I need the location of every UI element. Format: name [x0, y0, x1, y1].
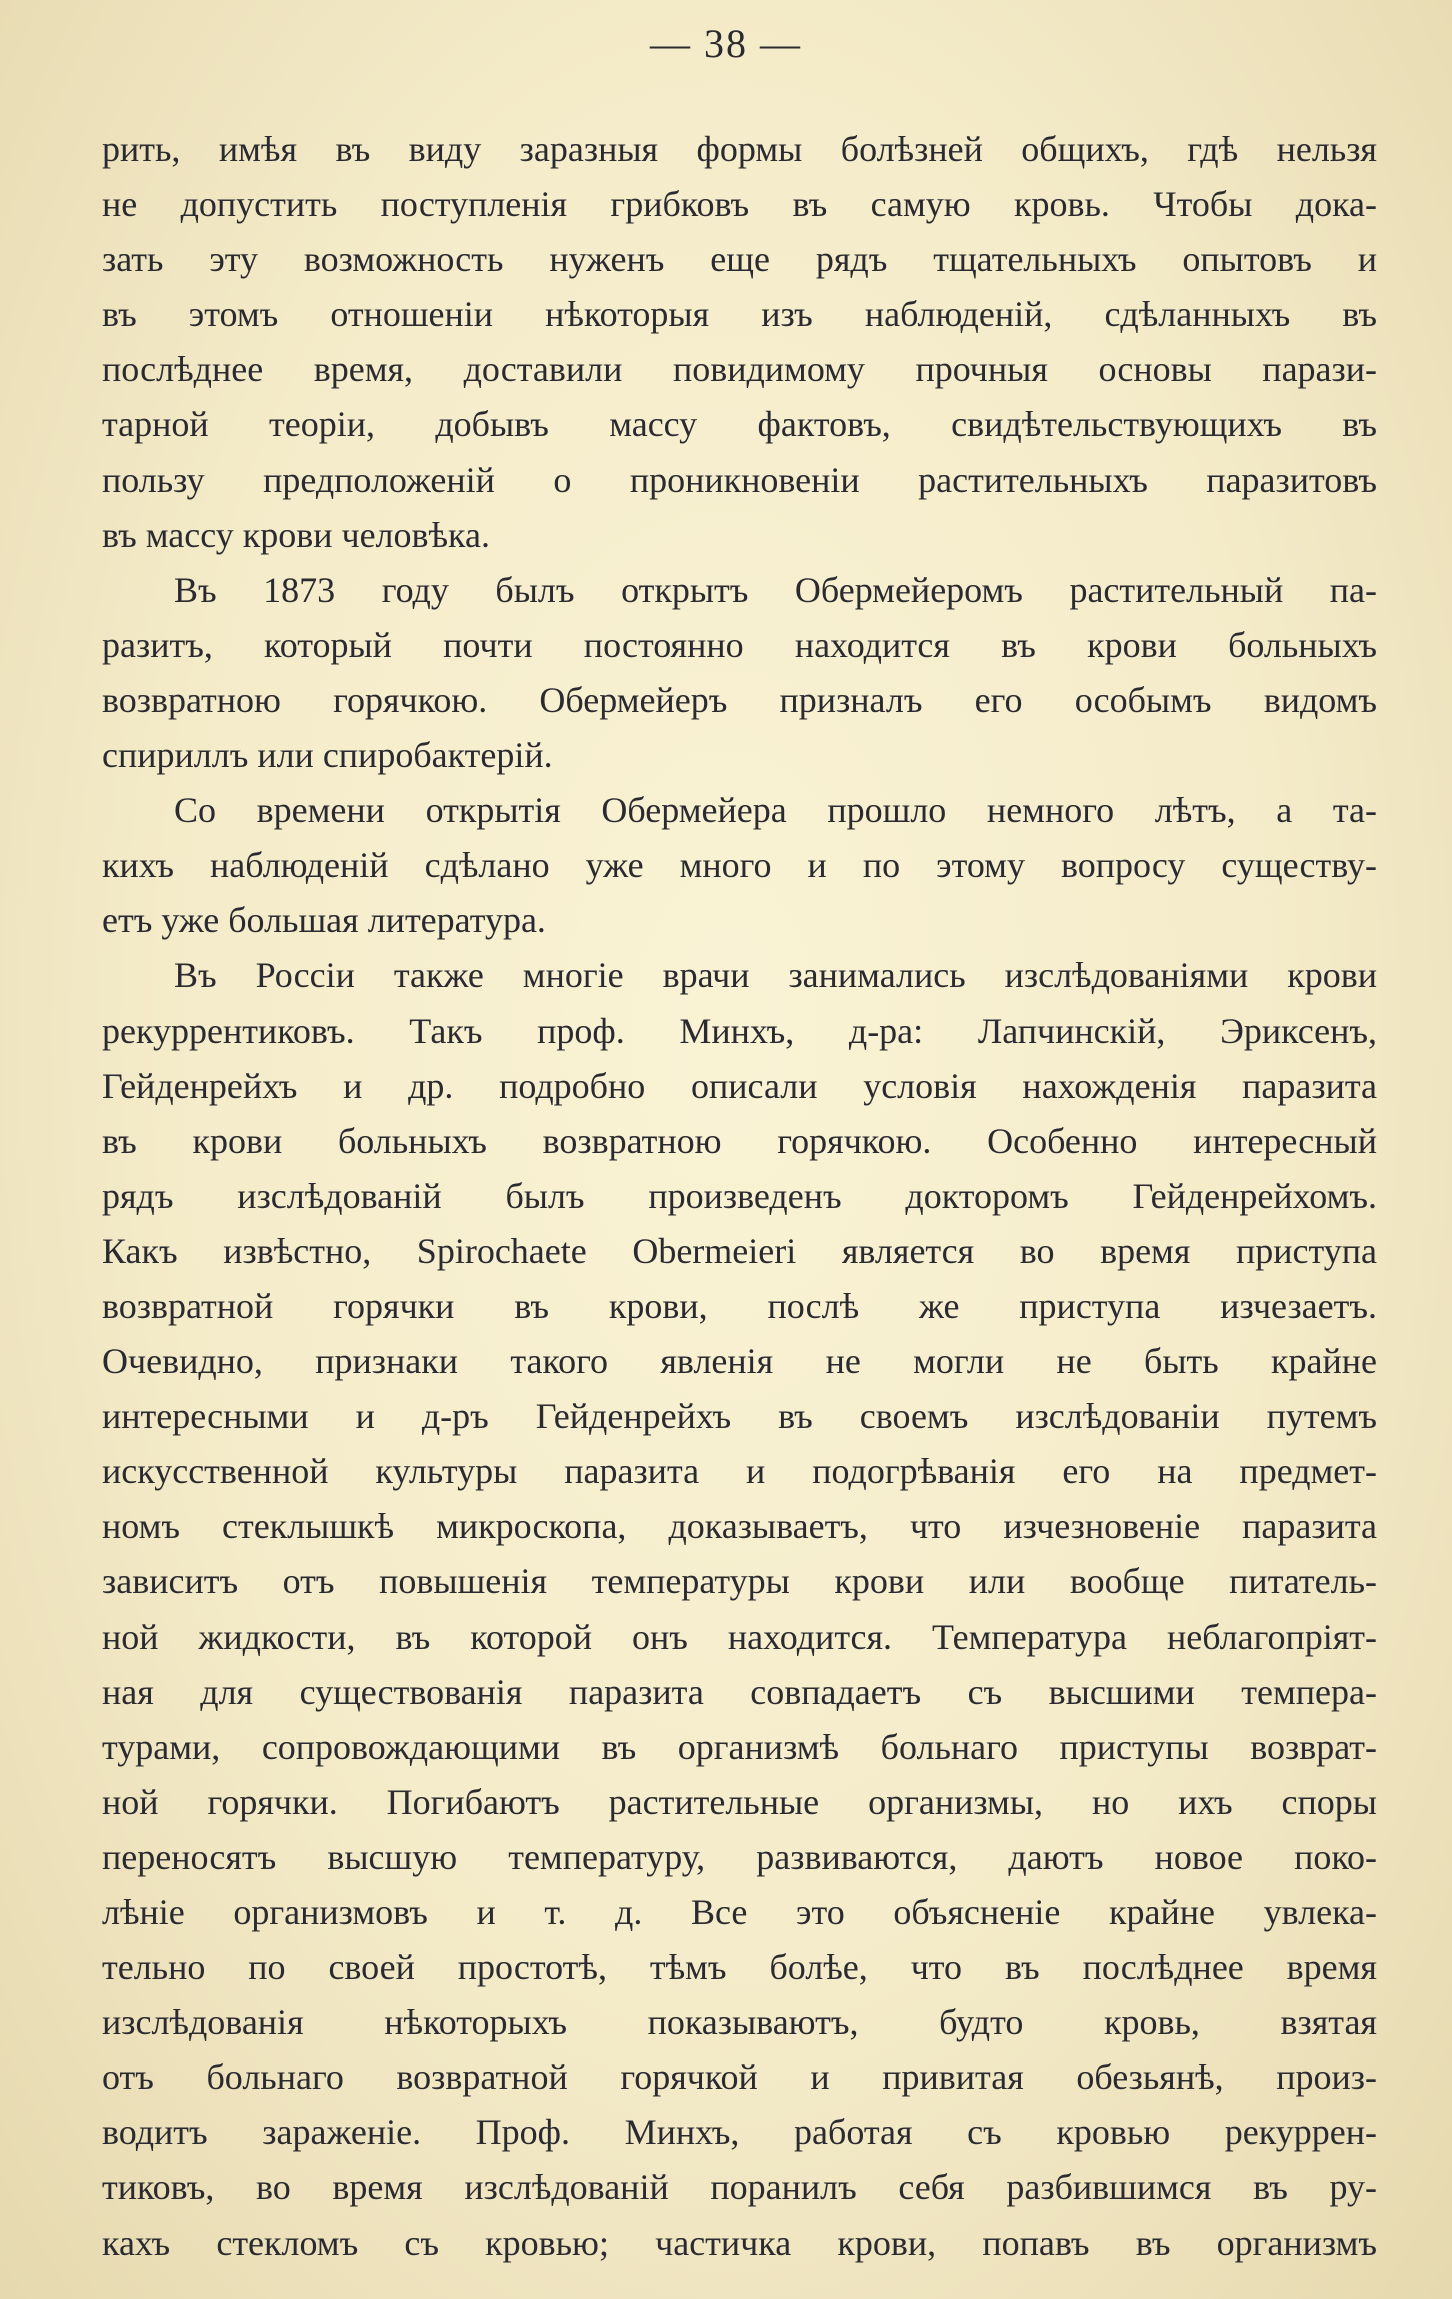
body-text	[102, 122, 1377, 2271]
text-line: послѣднее время, доставили повидимому прочныя основы парази-	[102, 349, 1377, 390]
text-line: зависитъ отъ повышенія температуры крови или вообще питатель-	[102, 1561, 1377, 1602]
text-line: тарной теоріи, добывъ массу фактовъ, свидѣтельствующихъ въ	[102, 404, 1377, 445]
text-line: тиковъ, во время изслѣдованій поранилъ себя разбившимся въ ру-	[102, 2167, 1377, 2208]
page-number: — 38 —	[650, 21, 802, 66]
text-line: въ этомъ отношеніи нѣкоторыя изъ наблюденій, сдѣланныхъ въ	[102, 294, 1377, 335]
text-line: отъ больнаго возвратной горячкой и привитая обезьянѣ, произ-	[102, 2057, 1377, 2098]
text-line: Какъ извѣстно, Spirochaete Obermeieri является во время приступа	[102, 1230, 1377, 1271]
text-line: ной жидкости, въ которой онъ находится. Температура неблагопріят-	[102, 1616, 1377, 1657]
text-line: въ крови больныхъ возвратною горячкою. Особенно интересный	[102, 1120, 1377, 1161]
text-line: возвратною горячкою. Обермейеръ призналъ его особымъ видомъ	[102, 679, 1377, 720]
text-line: ной горячки. Погибаютъ растительные организмы, но ихъ споры	[102, 1781, 1377, 1822]
text-line: турами, сопровождающими въ организмѣ больнаго приступы возврат-	[102, 1726, 1377, 1767]
text-line: ная для существованія паразита совпадаетъ съ высшими темпера-	[102, 1671, 1377, 1712]
text-line: спириллъ или спиробактерій.	[102, 735, 553, 776]
text-line: водитъ зараженіе. Проф. Минхъ, работая съ кровью рекуррен-	[102, 2112, 1377, 2153]
text-line: изслѣдованія нѣкоторыхъ показываютъ, будто кровь, взятая	[102, 2002, 1377, 2043]
text-line: не допустить поступленія грибковъ въ самую кровь. Чтобы дока-	[102, 184, 1377, 225]
text-line: лѣніе организмовъ и т. д. Все это объясненіе крайне увлека-	[102, 1892, 1377, 1932]
text-line: кахъ стекломъ съ кровью; частичка крови, попавъ въ организмъ	[102, 2222, 1377, 2263]
text-line: Въ 1873 году былъ открытъ Обермейеромъ растительный па-	[174, 569, 1377, 610]
text-line: кихъ наблюденій сдѣлано уже много и по этому вопросу существу-	[102, 845, 1377, 886]
text-line: искусственной культуры паразита и подогрѣванія его на предмет-	[102, 1451, 1377, 1492]
text-line: рить, имѣя въ виду заразныя формы болѣзней общихъ, гдѣ нельзя	[102, 129, 1377, 169]
text-line: тельно по своей простотѣ, тѣмъ болѣе, что въ послѣднее время	[102, 1947, 1377, 1988]
text-line: въ массу крови человѣка.	[102, 514, 490, 555]
text-line: номъ стеклышкѣ микроскопа, доказываетъ, что изчезновеніе паразита	[102, 1506, 1377, 1547]
text-line: Очевидно, признаки такого явленія не могли не быть крайне	[102, 1341, 1377, 1382]
text-line: етъ уже большая литература.	[102, 900, 546, 941]
text-line: разитъ, который почти постоянно находится въ крови больныхъ	[102, 624, 1377, 665]
text-line: пользу предположеній о проникновеніи растительныхъ паразитовъ	[102, 459, 1377, 500]
text-line: переносятъ высшую температуру, развиваются, даютъ новое поко-	[102, 1836, 1377, 1877]
text-line: рядъ изслѣдованій былъ произведенъ докторомъ Гейденрейхомъ.	[102, 1175, 1377, 1216]
text-line: Въ Россіи также многіе врачи занимались изслѣдованіями крови	[174, 955, 1377, 996]
text-line: Со времени открытія Обермейера прошло немного лѣтъ, а та-	[174, 790, 1377, 831]
text-line: зать эту возможность нуженъ еще рядъ тщательныхъ опытовъ и	[102, 239, 1377, 280]
text-line: Гейденрейхъ и др. подробно описали условія нахожденія паразита	[102, 1065, 1377, 1106]
text-line: рекуррентиковъ. Такъ проф. Минхъ, д-ра: Лапчинскій, Эриксенъ,	[102, 1010, 1377, 1051]
text-line: возвратной горячки въ крови, послѣ же приступа изчезаетъ.	[102, 1285, 1377, 1326]
text-line: интересными и д-ръ Гейденрейхъ въ своемъ изслѣдованіи путемъ	[102, 1396, 1377, 1437]
